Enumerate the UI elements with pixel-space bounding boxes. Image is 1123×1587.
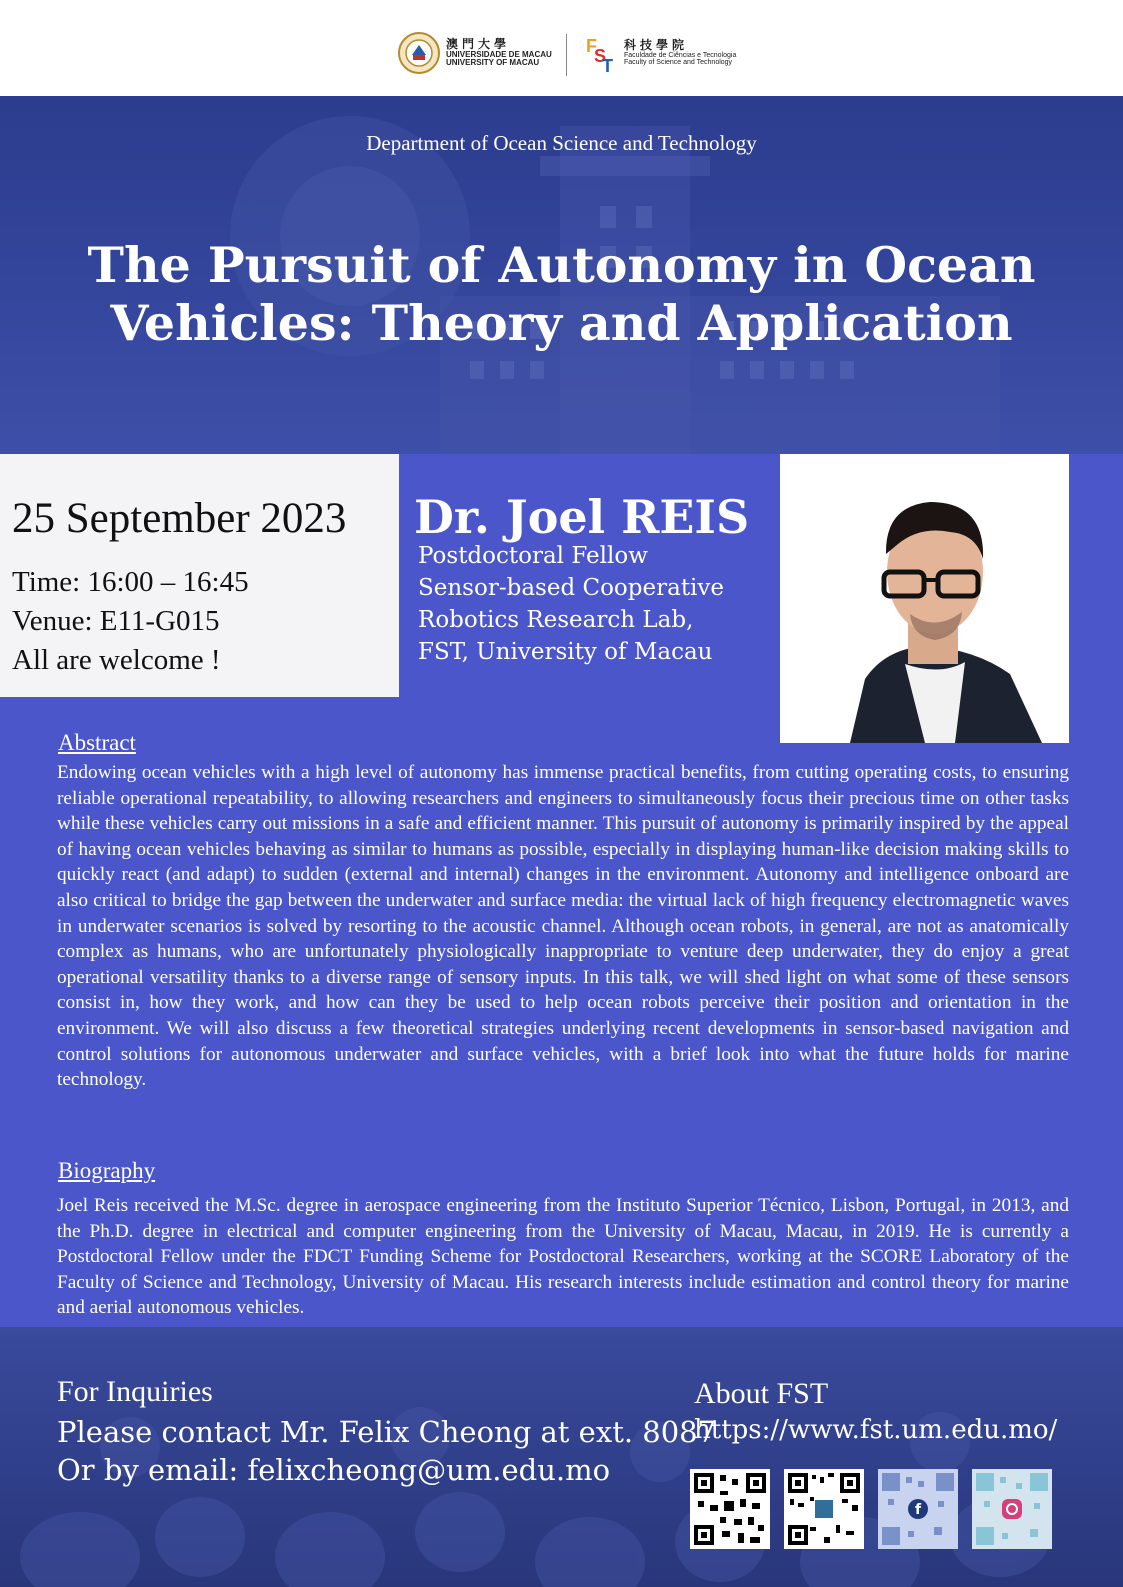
welcome-note: All are welcome ! xyxy=(12,644,221,676)
fst-english-name: Faculty of Science and Technology xyxy=(624,59,733,67)
speaker-name: Dr. Joel REIS xyxy=(414,490,750,544)
talk-title-line-1: The Pursuit of Autonomy in Ocean xyxy=(87,236,1036,294)
speaker-affiliation-line: Postdoctoral Fellow xyxy=(418,543,648,569)
instagram-qr-code-icon[interactable] xyxy=(972,1469,1052,1549)
talk-title xyxy=(60,236,1063,352)
speaker-photo xyxy=(780,454,1069,743)
speaker-affiliation-line: FST, University of Macau xyxy=(418,639,713,665)
inquiries-title: For Inquiries xyxy=(57,1375,213,1408)
qr-code-icon[interactable] xyxy=(784,1469,864,1549)
inquiries-contact: Please contact Mr. Felix Cheong at ext. 8087 xyxy=(57,1415,717,1449)
talk-title-line-2: Vehicles: Theory and Application xyxy=(110,294,1013,352)
speaker-affiliation xyxy=(418,540,724,668)
event-time: Time: 16:00 – 16:45 xyxy=(12,566,249,598)
about-fst-title: About FST xyxy=(694,1377,829,1410)
event-details-box xyxy=(0,454,399,697)
university-of-macau-logo xyxy=(398,32,552,74)
um-english-name: UNIVERSITY OF MACAU xyxy=(446,58,540,68)
speaker-affiliation-line: Robotics Research Lab, xyxy=(418,607,694,633)
hero-banner xyxy=(0,96,1123,454)
fst-portuguese-name: Faculdade de Ciências e Tecnologia xyxy=(624,51,737,59)
biography-heading: Biography xyxy=(58,1158,156,1183)
biography-text: Joel Reis received the M.Sc. degree in aerospace engineering from the Instituto Superior Técnico, Lisbon, Portugal, in 2013, and the Ph.D. degree in electrical and computer engineering from the University of Macau, Macau, in 2019. He is currently a Postdoctoral Fellow under the FDCT Funding Scheme for Postdoctoral Researchers, working at the SCORE Laboratory of the Faculty of Science and Technology, University of Macau. His research interests include estimation and control theory for marine and aerial autonomous vehicles. xyxy=(57,1195,1069,1319)
footer xyxy=(0,1327,1123,1587)
fst-website-link[interactable]: https://www.fst.um.edu.mo/ xyxy=(694,1415,1058,1445)
department-name: Department of Ocean Science and Technology xyxy=(366,131,757,155)
um-chinese-name: 澳門大學 xyxy=(446,37,511,52)
abstract-text: Endowing ocean vehicles with a high level of autonomy has immense practical benefits, from cutting operating costs, to ensuring reliable operational repeatability, to allowing researchers and engineers to simultaneously focus their precious time on other tasks while these vehicles carry out missions in a safe and efficient manner. This pursuit of autonomy is primarily inspired by the appeal of having ocean vehicles behaving as similar to humans as possible, especially in displaying human-like decision making skills to quickly react (and adapt) to sudden (external and internal) changes in the environment. Autonomy and intelligence onboard are also critical to bridge the gap between the underwater and surface media: the virtual lack of high frequency electromagnetic waves in underwater scenarios is solved by resorting to the acoustic channel. Although ocean robots, in general, are not as anatomically complex as humans, who are unfortunately physiologically inappropriate to venture deep underwater, they do enjoy a great operational versatility thanks to a diverse range of sensory inputs. In this talk, we will shed light on what some of these sensors consist in, how they work, and how can they be used to help ocean robots perceive their position and orientation in the environment. We will also discuss a few theoretical strategies underlying recent developments in sensor-based navigation and control solutions for autonomous underwater and surface vehicles, with a brief look into what the future holds for marine technology. xyxy=(57,762,1069,1091)
svg-text:f: f xyxy=(914,1502,922,1518)
facebook-qr-code-icon[interactable] xyxy=(878,1469,958,1549)
event-venue: Venue: E11-G015 xyxy=(12,605,220,637)
inquiries-email[interactable]: Or by email: felixcheong@um.edu.mo xyxy=(57,1453,611,1487)
svg-text:T: T xyxy=(602,56,613,74)
speaker-portrait-icon xyxy=(780,454,1069,743)
fst-mark-icon xyxy=(584,32,618,74)
svg-text:S: S xyxy=(594,46,607,66)
svg-text:F: F xyxy=(586,36,597,56)
event-date: 25 September 2023 xyxy=(12,495,347,542)
speaker-affiliation-line: Sensor-based Cooperative xyxy=(418,575,725,601)
fst-logo xyxy=(584,32,736,74)
qr-code-icon[interactable] xyxy=(690,1469,770,1549)
logo-divider xyxy=(566,34,567,76)
um-crest-icon xyxy=(398,32,440,74)
fst-chinese-name: 科技學院 xyxy=(624,38,689,53)
abstract-heading: Abstract xyxy=(58,730,136,755)
um-portuguese-name: UNIVERSIDADE DE MACAU xyxy=(446,49,552,59)
logo-header xyxy=(0,0,1123,96)
